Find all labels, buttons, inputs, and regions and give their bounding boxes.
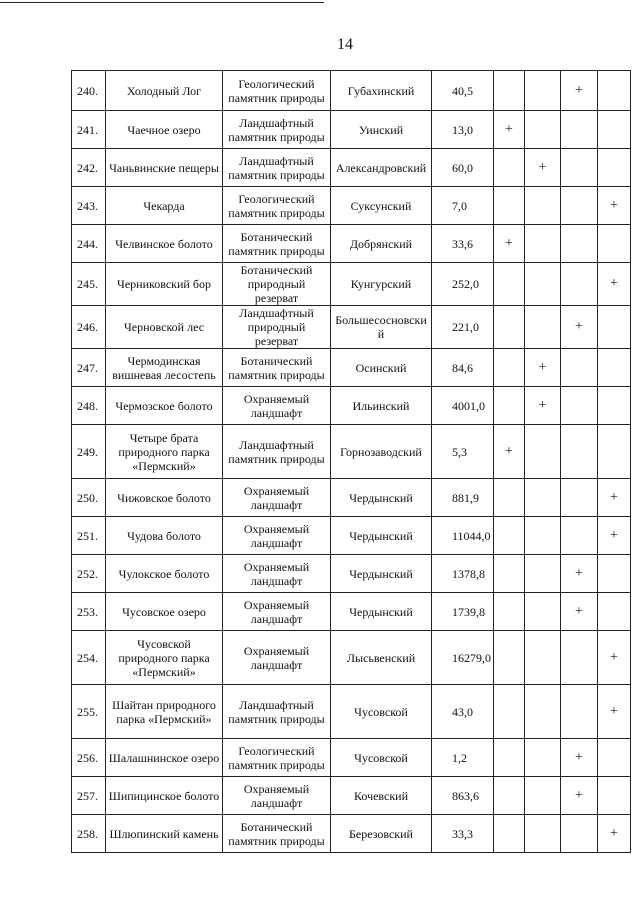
mark-col-3: + <box>561 71 598 111</box>
mark-col-3: + <box>561 306 598 349</box>
district-name: Осинский <box>331 349 432 387</box>
mark-col-3 <box>561 517 598 555</box>
mark-col-2 <box>525 479 561 517</box>
mark-col-3 <box>561 815 598 853</box>
mark-col-2 <box>525 517 561 555</box>
area-value: 1,2 <box>432 739 494 777</box>
mark-col-2: + <box>525 387 561 425</box>
mark-col-4 <box>598 593 631 631</box>
area-value: 60,0 <box>432 149 494 187</box>
object-category: Ландшафтный природный резерват <box>223 306 331 349</box>
table-row <box>72 111 631 149</box>
table-row <box>72 425 631 479</box>
mark-col-1 <box>494 739 525 777</box>
mark-col-1: + <box>494 425 525 479</box>
mark-col-2 <box>525 631 561 685</box>
area-value: 16279,0 <box>432 631 494 685</box>
object-category: Ботанический памятник природы <box>223 225 331 263</box>
area-value: 11044,0 <box>432 517 494 555</box>
mark-col-1 <box>494 593 525 631</box>
object-name: Чаечное озеро <box>106 111 223 149</box>
mark-col-3: + <box>561 593 598 631</box>
area-value: 40,5 <box>432 71 494 111</box>
mark-col-3 <box>561 111 598 149</box>
row-number: 255. <box>72 685 106 739</box>
object-name: Чусовской природного парка «Пермский» <box>106 631 223 685</box>
mark-col-4: + <box>598 685 631 739</box>
mark-col-4 <box>598 111 631 149</box>
mark-col-1 <box>494 387 525 425</box>
district-name: Добрянский <box>331 225 432 263</box>
mark-col-3 <box>561 187 598 225</box>
table-row <box>72 739 631 777</box>
district-name: Уинский <box>331 111 432 149</box>
mark-col-4: + <box>598 187 631 225</box>
row-number: 254. <box>72 631 106 685</box>
district-name: Чердынский <box>331 593 432 631</box>
mark-col-1 <box>494 517 525 555</box>
row-number: 258. <box>72 815 106 853</box>
object-name: Чижовское болото <box>106 479 223 517</box>
district-name: Березовский <box>331 815 432 853</box>
mark-col-1 <box>494 815 525 853</box>
district-name: Чусовской <box>331 685 432 739</box>
object-name: Чусовское озеро <box>106 593 223 631</box>
row-number: 246. <box>72 306 106 349</box>
table-row <box>72 306 631 349</box>
mark-col-2 <box>525 593 561 631</box>
object-category: Ландшафтный памятник природы <box>223 111 331 149</box>
mark-col-2 <box>525 263 561 306</box>
object-category: Охраняемый ландшафт <box>223 777 331 815</box>
table-row <box>72 685 631 739</box>
table-row <box>72 149 631 187</box>
table-row <box>72 71 631 111</box>
mark-col-1 <box>494 555 525 593</box>
area-value: 33,6 <box>432 225 494 263</box>
mark-col-1 <box>494 263 525 306</box>
object-name: Черновской лес <box>106 306 223 349</box>
table-row <box>72 593 631 631</box>
mark-col-3 <box>561 479 598 517</box>
row-number: 250. <box>72 479 106 517</box>
object-name: Чекарда <box>106 187 223 225</box>
object-name: Чулокское болото <box>106 555 223 593</box>
object-name: Чермодинская вишневая лесостепь <box>106 349 223 387</box>
area-value: 13,0 <box>432 111 494 149</box>
object-category: Охраняемый ландшафт <box>223 479 331 517</box>
district-name: Чусовской <box>331 739 432 777</box>
mark-col-1 <box>494 349 525 387</box>
mark-col-3: + <box>561 777 598 815</box>
mark-col-2 <box>525 815 561 853</box>
object-category: Ботанический природный резерват <box>223 263 331 306</box>
mark-col-4: + <box>598 517 631 555</box>
district-name: Александровский <box>331 149 432 187</box>
row-number: 241. <box>72 111 106 149</box>
mark-col-2 <box>525 111 561 149</box>
table-row <box>72 349 631 387</box>
table-row <box>72 777 631 815</box>
mark-col-4: + <box>598 815 631 853</box>
area-value: 43,0 <box>432 685 494 739</box>
mark-col-2 <box>525 555 561 593</box>
area-value: 5,3 <box>432 425 494 479</box>
area-value: 4001,0 <box>432 387 494 425</box>
object-category: Охраняемый ландшафт <box>223 555 331 593</box>
mark-col-4 <box>598 555 631 593</box>
mark-col-4 <box>598 425 631 479</box>
object-name: Холодный Лог <box>106 71 223 111</box>
district-name: Чердынский <box>331 479 432 517</box>
object-name: Шайтан природного парка «Пермский» <box>106 685 223 739</box>
mark-col-2 <box>525 777 561 815</box>
object-category: Ботанический памятник природы <box>223 349 331 387</box>
mark-col-3 <box>561 387 598 425</box>
mark-col-4 <box>598 71 631 111</box>
row-number: 251. <box>72 517 106 555</box>
mark-col-3 <box>561 425 598 479</box>
mark-col-3 <box>561 631 598 685</box>
row-number: 240. <box>72 71 106 111</box>
mark-col-4 <box>598 149 631 187</box>
area-value: 1378,8 <box>432 555 494 593</box>
object-category: Охраняемый ландшафт <box>223 631 331 685</box>
row-number: 247. <box>72 349 106 387</box>
area-value: 7,0 <box>432 187 494 225</box>
mark-col-1 <box>494 479 525 517</box>
mark-col-3 <box>561 349 598 387</box>
row-number: 243. <box>72 187 106 225</box>
row-number: 249. <box>72 425 106 479</box>
object-name: Чаньвинские пещеры <box>106 149 223 187</box>
mark-col-4 <box>598 306 631 349</box>
mark-col-2 <box>525 685 561 739</box>
area-value: 33,3 <box>432 815 494 853</box>
object-category: Геологический памятник природы <box>223 739 331 777</box>
object-category: Охраняемый ландшафт <box>223 593 331 631</box>
mark-col-4: + <box>598 631 631 685</box>
table-row <box>72 517 631 555</box>
mark-col-1 <box>494 631 525 685</box>
table-row <box>72 555 631 593</box>
mark-col-3 <box>561 225 598 263</box>
mark-col-1 <box>494 71 525 111</box>
object-name: Шалашнинское озеро <box>106 739 223 777</box>
object-name: Шлюпинский камень <box>106 815 223 853</box>
mark-col-3: + <box>561 555 598 593</box>
mark-col-2 <box>525 306 561 349</box>
mark-col-2 <box>525 225 561 263</box>
district-name: Кунгурский <box>331 263 432 306</box>
row-number: 253. <box>72 593 106 631</box>
district-name: Суксунский <box>331 187 432 225</box>
mark-col-2 <box>525 71 561 111</box>
object-name: Шипицинское болото <box>106 777 223 815</box>
district-name: Ильинский <box>331 387 432 425</box>
area-value: 84,6 <box>432 349 494 387</box>
row-number: 256. <box>72 739 106 777</box>
object-name: Черниковский бор <box>106 263 223 306</box>
object-category: Ландшафтный памятник природы <box>223 685 331 739</box>
object-category: Ландшафтный памятник природы <box>223 149 331 187</box>
table-row <box>72 187 631 225</box>
object-category: Ландшафтный памятник природы <box>223 425 331 479</box>
object-name: Чудова болото <box>106 517 223 555</box>
row-number: 245. <box>72 263 106 306</box>
mark-col-1 <box>494 685 525 739</box>
object-category: Охраняемый ландшафт <box>223 517 331 555</box>
mark-col-4 <box>598 225 631 263</box>
mark-col-3 <box>561 685 598 739</box>
district-name: Кочевский <box>331 777 432 815</box>
mark-col-1 <box>494 777 525 815</box>
mark-col-2 <box>525 739 561 777</box>
district-name: Чердынский <box>331 517 432 555</box>
district-name: Чердынский <box>331 555 432 593</box>
mark-col-3 <box>561 263 598 306</box>
mark-col-1 <box>494 306 525 349</box>
mark-col-1: + <box>494 111 525 149</box>
table-row <box>72 815 631 853</box>
mark-col-1 <box>494 149 525 187</box>
object-name: Челвинское болото <box>106 225 223 263</box>
mark-col-4 <box>598 777 631 815</box>
mark-col-3: + <box>561 739 598 777</box>
object-name: Чермозское болото <box>106 387 223 425</box>
row-number: 252. <box>72 555 106 593</box>
area-value: 881,9 <box>432 479 494 517</box>
mark-col-2 <box>525 187 561 225</box>
table-row <box>72 631 631 685</box>
mark-col-2: + <box>525 149 561 187</box>
district-name: Большесосновски й <box>331 306 432 349</box>
table-row <box>72 479 631 517</box>
row-number: 257. <box>72 777 106 815</box>
mark-col-3 <box>561 149 598 187</box>
object-name: Четыре брата природного парка «Пермский» <box>106 425 223 479</box>
row-number: 244. <box>72 225 106 263</box>
mark-col-4 <box>598 387 631 425</box>
area-value: 863,6 <box>432 777 494 815</box>
object-category: Ботанический памятник природы <box>223 815 331 853</box>
object-category: Геологический памятник природы <box>223 187 331 225</box>
table-row <box>72 225 631 263</box>
area-value: 252,0 <box>432 263 494 306</box>
top-rule <box>0 2 324 3</box>
mark-col-4: + <box>598 479 631 517</box>
area-value: 221,0 <box>432 306 494 349</box>
mark-col-4: + <box>598 263 631 306</box>
district-name: Лысьвенский <box>331 631 432 685</box>
mark-col-4 <box>598 349 631 387</box>
mark-col-2: + <box>525 349 561 387</box>
mark-col-1: + <box>494 225 525 263</box>
table-row <box>72 263 631 306</box>
row-number: 248. <box>72 387 106 425</box>
table-row <box>72 387 631 425</box>
mark-col-1 <box>494 187 525 225</box>
row-number: 242. <box>72 149 106 187</box>
mark-col-2 <box>525 425 561 479</box>
protected-areas-table <box>71 70 631 853</box>
page-number: 14 <box>337 36 353 53</box>
mark-col-4 <box>598 739 631 777</box>
object-category: Геологический памятник природы <box>223 71 331 111</box>
district-name: Горнозаводский <box>331 425 432 479</box>
object-category: Охраняемый ландшафт <box>223 387 331 425</box>
area-value: 1739,8 <box>432 593 494 631</box>
district-name: Губахинский <box>331 71 432 111</box>
